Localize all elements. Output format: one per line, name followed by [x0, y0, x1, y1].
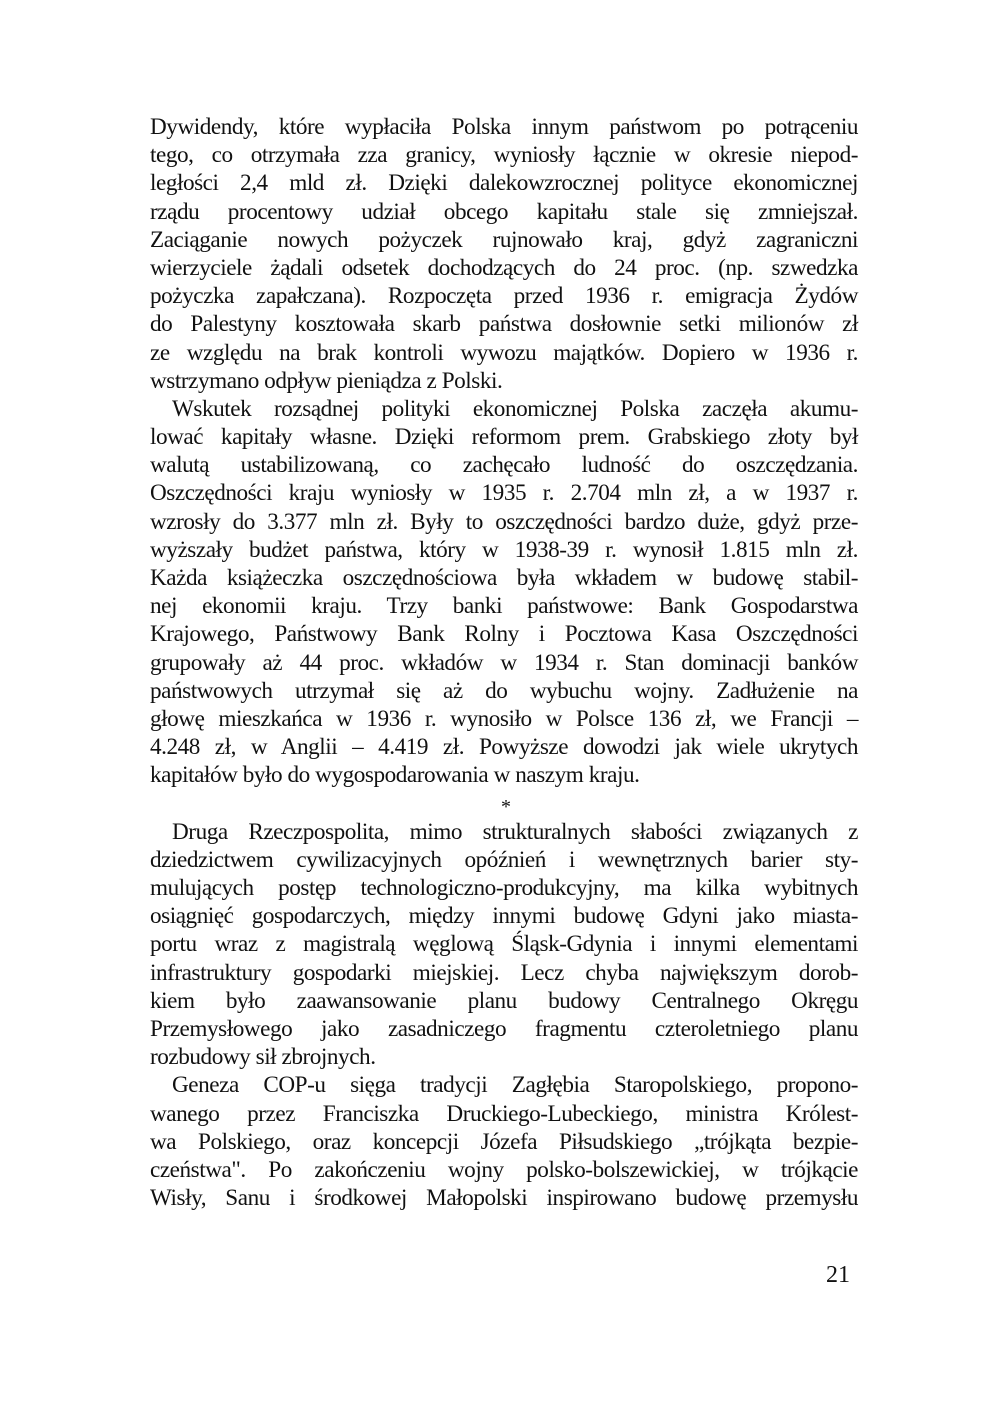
paragraph-cop-genesis — [150, 1071, 858, 1212]
paragraph-dividends — [150, 113, 858, 395]
text-line: portu wraz z magistralą węglową Śląsk-Gdynia i innymi elementami — [150, 931, 858, 958]
text-line: walutą ustabilizowaną, co zachęcało ludność do oszczędzania. — [150, 452, 858, 479]
text-line: Geneza COP-u sięga tradycji Zagłębia Staropolskiego, propono- — [172, 1072, 858, 1099]
text-line: tego, co otrzymała zza granicy, wyniosły łącznie w okresie niepod- — [150, 142, 858, 169]
text-line: państwowych utrzymał się aż do wybuchu wojny. Zadłużenie na — [150, 677, 858, 704]
text-line: infrastruktury gospodarki miejskiej. Lecz chyba największym dorob- — [150, 959, 858, 986]
document-page — [150, 113, 858, 1212]
text-line: dziedzictwem cywilizacyjnych opóźnień i wewnętrznych barier sty- — [150, 846, 858, 873]
text-line: wierzyciele żądali odsetek dochodzących do 24 proc. (np. szwedzka — [150, 254, 858, 281]
paragraph-second-republic — [150, 818, 858, 1072]
text-line: kiem było zaawansowanie planu budowy Centralnego Okręgu — [150, 987, 858, 1014]
text-line: Dywidendy, które wypłaciła Polska innym państwom po potrąceniu — [150, 114, 858, 140]
text-line: wstrzymano odpływ pieniądza z Polski. — [150, 367, 503, 394]
text-line: Każda książeczka oszczędnościowa była wkładem w budowę stabil- — [150, 565, 858, 591]
text-line: ległości 2,4 mld zł. Dzięki dalekowzrocznej polityce ekonomicznej — [150, 170, 858, 197]
text-line: grupowały aż 44 proc. wkładów w 1934 r. Stan dominacji banków — [150, 649, 858, 676]
page-number: 21 — [826, 1262, 850, 1288]
text-line: ze względu na brak kontroli wywozu majątków. Dopiero w 1936 r. — [150, 339, 858, 366]
text-line: Zaciąganie nowych pożyczek rujnowało kraj, gdyż zagraniczni — [150, 226, 858, 253]
text-line: Wskutek rozsądnej polityki ekonomicznej Polska zaczęła akumu- — [172, 395, 858, 422]
text-line: Druga Rzeczpospolita, mimo strukturalnych słabości związanych z — [172, 818, 858, 845]
text-line: osiągnięć gospodarczych, między innymi budowę Gdyni jako miasta- — [150, 903, 858, 930]
text-line: Wisły, Sanu i środkowej Małopolski inspirowano budowę przemysłu — [150, 1185, 858, 1212]
text-line: pożyczka zapałczana). Rozpoczęta przed 1936 r. emigracja Żydów — [150, 283, 858, 310]
text-line: Oszczędności kraju wyniosły w 1935 r. 2.704 mln zł, a w 1937 r. — [150, 480, 858, 507]
text-line: nej ekonomii kraju. Trzy banki państwowe: Bank Gospodarstwa — [150, 593, 858, 620]
text-line: wanego przez Franciszka Druckiego-Lubeckiego, ministra Królest- — [150, 1100, 858, 1127]
text-line: głowę mieszkańca w 1936 r. wynosiło w Polsce 136 zł, we Francji – — [150, 705, 858, 732]
paragraph-savings — [150, 395, 858, 790]
text-line: czeństwa". Po zakończeniu wojny polsko-bolszewickiej, w trójkącie — [150, 1156, 858, 1183]
text-line: rządu procentowy udział obcego kapitału stale się zmniejszał. — [150, 198, 858, 225]
text-line: rozbudowy sił zbrojnych. — [150, 1044, 376, 1071]
section-separator-asterisk: * — [501, 795, 511, 818]
text-line: lować kapitały własne. Dzięki reformom prem. Grabskiego złoty był — [150, 424, 858, 451]
text-line: Przemysłowego jako zasadniczego fragmentu czteroletniego planu — [150, 1016, 858, 1042]
text-line: do Palestyny kosztowała skarb państwa dosłownie setki milionów zł — [150, 311, 858, 338]
text-line: wa Polskiego, oraz koncepcji Józefa Piłsudskiego „trójkąta bezpie- — [150, 1128, 858, 1155]
text-line: wyższały budżet państwa, który w 1938-39 r. wynosił 1.815 mln zł. — [150, 536, 858, 563]
text-line: kapitałów było do wygospodarowania w naszym kraju. — [150, 762, 640, 789]
text-line: Krajowego, Państwowy Bank Rolny i Pocztowa Kasa Oszczędności — [150, 621, 858, 648]
text-line: mulujących postęp technologiczno-produkcyjny, ma kilka wybitnych — [150, 875, 858, 902]
text-line: 4.248 zł, w Anglii – 4.419 zł. Powyższe dowodzi jak wiele ukrytych — [150, 734, 858, 761]
text-line: wzrosły do 3.377 mln zł. Były to oszczędności bardzo duże, gdyż prze- — [150, 508, 858, 535]
